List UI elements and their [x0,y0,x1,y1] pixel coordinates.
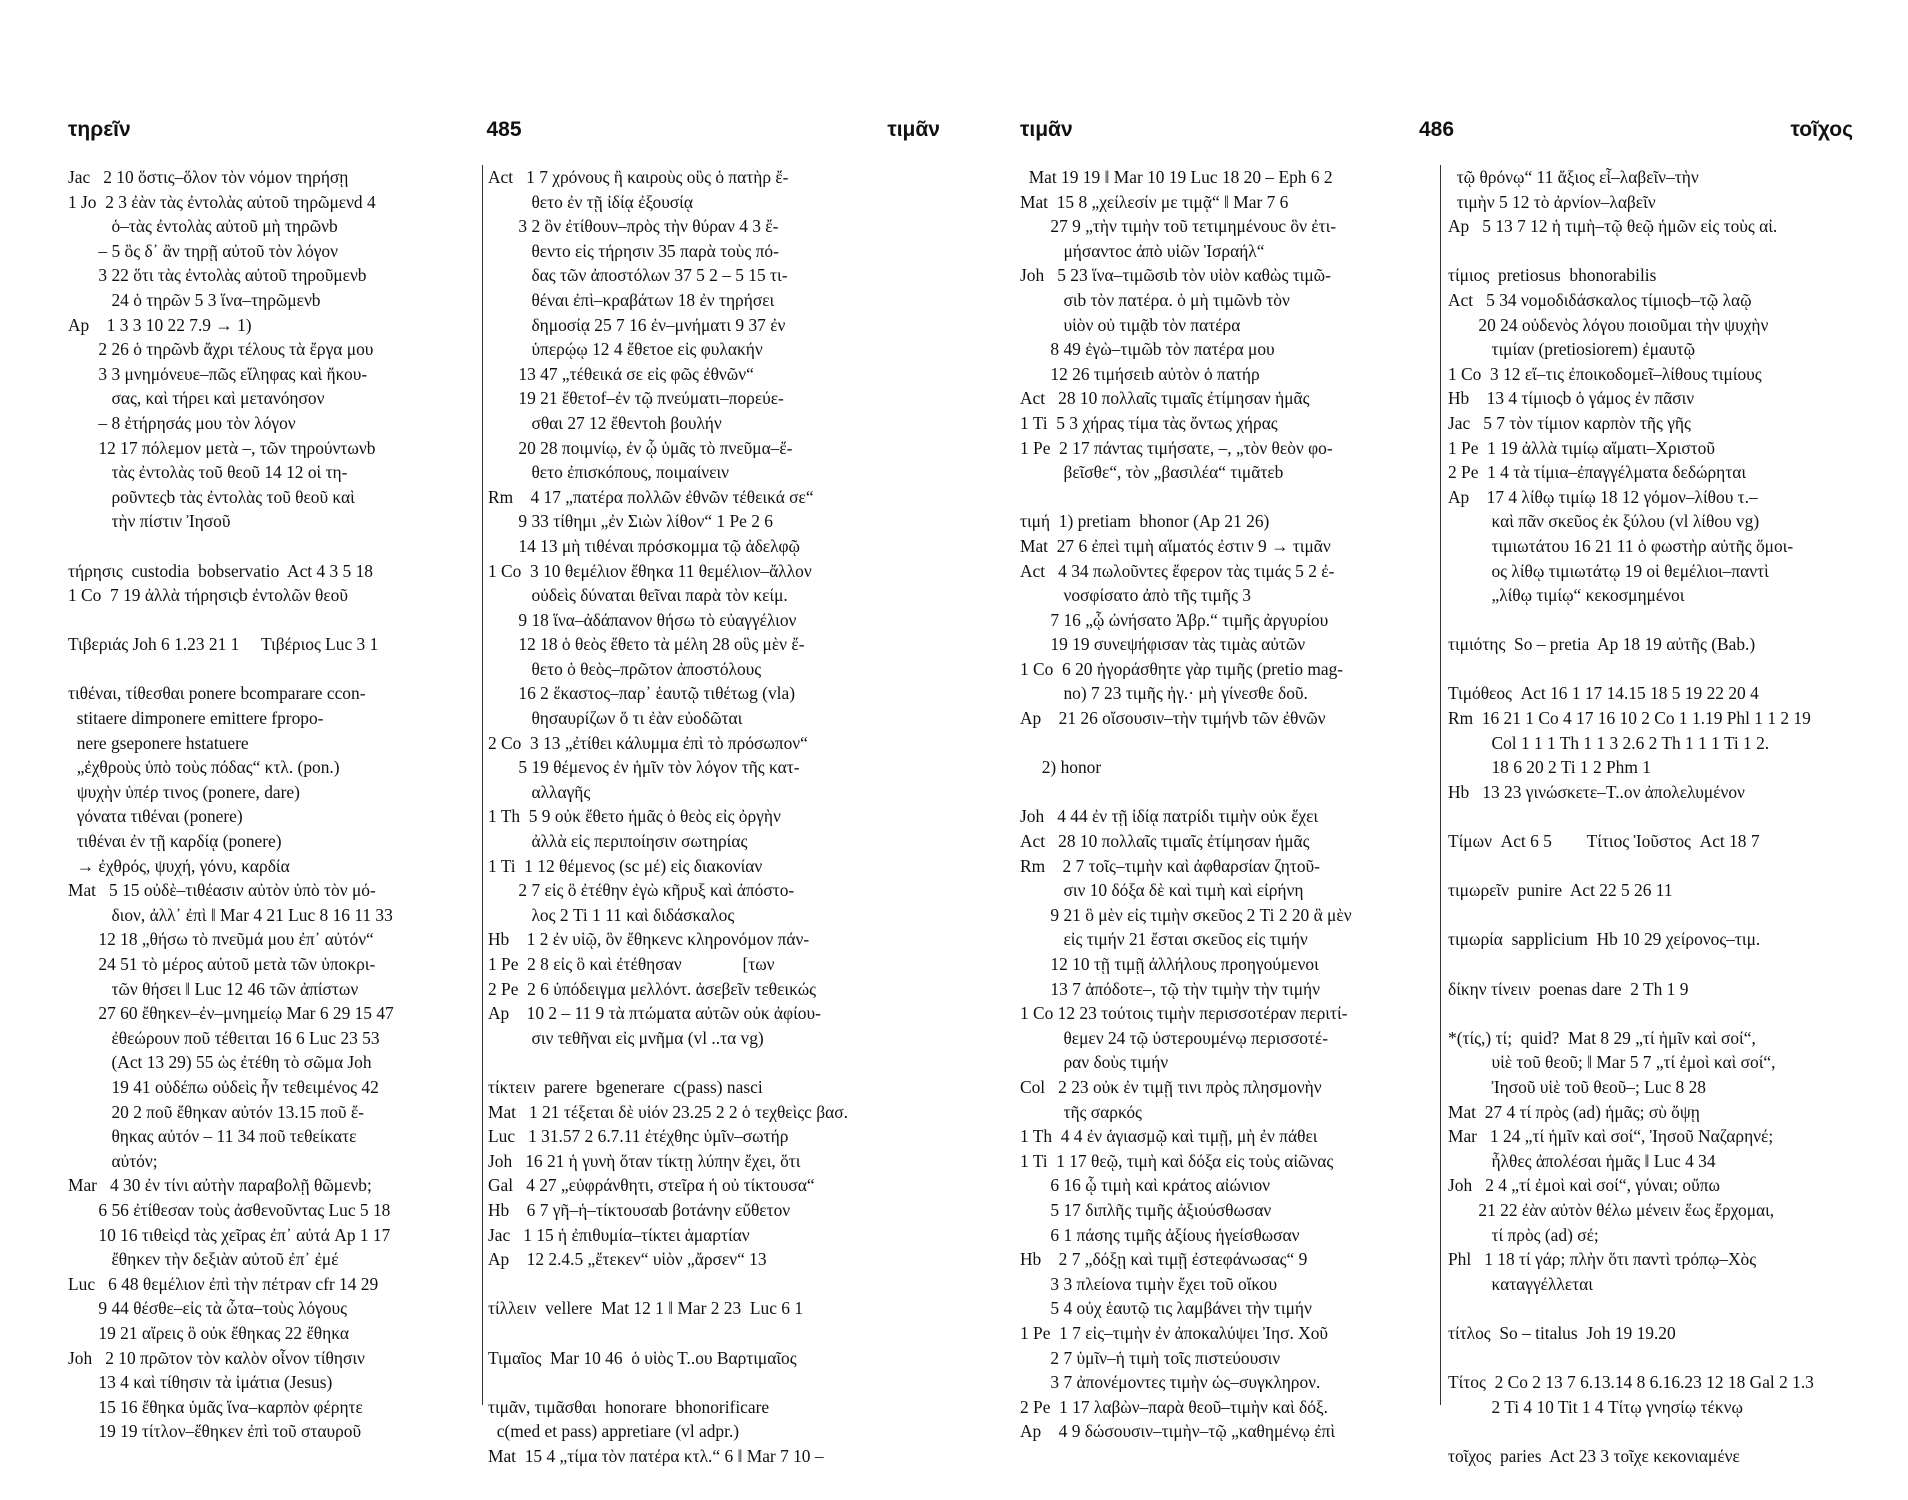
entry-line: τίτλος So – titalus Joh 19 19.20 [1448,1322,1676,1343]
entry-line: τιμιότης So – pretia Ap 18 19 αὐτῆς (Bab.) [1448,634,1756,655]
entry-line: 19 19 συνεψήφισαν τὰς τιμὰς αὐτῶν [1020,634,1306,655]
entry-line: 1 Ti 1 12 θέμενος (sc μέ) εἰς διακονίαν [488,855,763,876]
entry-line: 1 Ti 5 3 χήρας τίμα τὰς ὄντως χήρας [1020,412,1278,433]
entry-line: 6 56 ἐτίθεσαν τοὺς ἀσθενοῦντας Luc 5 18 [68,1199,391,1220]
entry-line: 1 Pe 1 7 εἰς–τιμὴν ἐν ἀποκαλύψει Ἰησ. Χοῦ [1020,1322,1329,1343]
entry-line: Joh 16 21 ἡ γυνὴ ὅταν τίκτῃ λύπην ἔχει, ὅτι [488,1150,801,1171]
entry-line: θετο ὁ θεὸς–πρῶτον ἀποστόλους [488,658,762,679]
entry-line: τῶν θήσει ‖ Luc 12 46 τῶν ἀπίστων [68,978,359,999]
entry-line: 15 16 ἔθηκα ὑμᾶς ἵνα–καρπὸν φέρητε [68,1396,363,1417]
entry-line: δημοσίᾳ 25 7 16 ἐν–μνήματι 9 37 ἐν [488,314,786,335]
entry-line: λος 2 Ti 1 11 καὶ διδάσκαλος [488,904,735,925]
entry-line: Ap 1 3 3 10 22 7.9 → 1) [68,314,252,335]
entry-line: 5 4 οὐχ ἑαυτῷ τις λαμβάνει τὴν τιμήν [1020,1298,1312,1319]
entry-line: 19 21 ἔθετοf–ἐν τῷ πνεύματι–πορεύε- [488,388,784,409]
entry-line: τοῖχος paries Act 23 3 τοῖχε κεκονιαμένε [1448,1445,1740,1466]
column-3 [1020,165,1432,1442]
entry-line [68,534,476,559]
entry-line: 12 26 τιμήσειb αὐτὸν ὁ πατήρ [1020,363,1260,384]
entry-line: 24 51 τὸ μέρος αὐτοῦ μετὰ τῶν ὑποκρι- [68,954,376,974]
entry-line: Mat 1 21 τέξεται δὲ υἱόν 23.25 2 2 ὁ τεχθεὶςc βασ. [488,1101,848,1122]
entry-line: 2 7 εἰς ὃ ἐτέθην ἐγὼ κῆρυξ καὶ ἀπόστο- [488,880,795,901]
entry-line: σιb τὸν πατέρα. ὁ μὴ τιμῶνb τὸν [1020,289,1290,310]
entry-line: 19 21 αἴρεις ὃ οὐκ ἔθηκας 22 ἔθηκα [68,1322,349,1343]
entry-line: 12 10 τῇ τιμῇ ἀλλήλους προηγούμενοι [1020,954,1319,974]
entry-line: τιμᾶν, τιμᾶσθαι honorare bhonorificare [488,1396,770,1417]
entry-line: τὴν πίστιν Ἰησοῦ [68,511,231,532]
entry-line: ἦλθες ἀπολέσαι ἡμᾶς ‖ Luc 4 34 [1448,1150,1716,1171]
entry-line [1448,903,1868,928]
entry-line: θεντο εἰς τήρησιν 35 παρὰ τοὺς πό- [488,240,779,261]
entry-line [1448,1296,1868,1321]
entry-line: Rm 4 17 „πατέρα πολλῶν ἐθνῶν τέθεικά σε“ [488,486,814,507]
entry-line: τιμή 1) pretiam bhonor (Ap 21 26) [1020,511,1270,532]
entry-line: 1 Jo 2 3 ἐὰν τὰς ἐντολὰς αὐτοῦ τηρῶμενd 4 [68,191,376,212]
entry-line: τήρησις custodia bobservatio Act 4 3 5 18 [68,560,373,581]
entry-line: 1 Th 5 9 οὐκ ἔθετο ἡμᾶς ὁ θεὸς εἰς ὀργὴν [488,806,781,827]
entry-line: ροῦντεςb τὰς ἐντολὰς τοῦ θεοῦ καὶ [68,486,355,507]
entry-line: Phl 1 18 τί γάρ; πλὴν ὅτι παντὶ τρόπῳ–Χὸς [1448,1249,1757,1270]
entry-line: τιμιωτάτου 16 21 11 ὁ φωστὴρ αὐτῆς ὅμοι- [1448,535,1794,556]
entry-line: δας τῶν ἀποστόλων 37 5 2 – 5 15 τι- [488,265,788,286]
entry-line [68,657,476,682]
entry-line: Jac 1 15 ἡ ἐπιθυμία–τίκτει ἁμαρτίαν [488,1224,750,1245]
entry-line: ἐθεώρουν ποῦ τέθειται 16 6 Luc 23 53 [68,1027,380,1048]
entry-line: Hb 13 23 γινώσκετε–Τ..ον ἀπολελυμένον [1448,781,1745,802]
entry-line: οὐδεὶς δύναται θεῖναι παρὰ τὸν κείμ. [488,585,788,606]
entry-line: 2 26 ὁ τηρῶνb ἄχρι τέλους τὰ ἔργα μου [68,339,374,360]
entry-line: – 8 ἐτήρησάς μου τὸν λόγον [68,412,296,433]
entry-line: – 5 ὃς δ᾽ ἂν τηρῇ αὐτοῦ τὸν λόγον [68,240,338,261]
entry-line: 24 ὁ τηρῶν 5 3 ἵνα–τηρῶμενb [68,289,321,310]
entry-line: σθαι 27 12 ἔθεντοh βουλήν [488,412,722,433]
entry-line: 20 2 ποῦ ἔθηκαν αὐτόν 13.15 ποῦ ἔ- [68,1101,364,1122]
entry-line: 2 Pe 1 17 λαβὼν–παρὰ θεοῦ–τιμὴν καὶ δόξ. [1020,1396,1329,1417]
entry-line: 1 Co 3 10 θεμέλιον ἔθηκα 11 θεμέλιον–ἄλλον [488,560,812,581]
entry-line: Rm 2 7 τοῖς–τιμὴν καὶ ἀφθαρσίαν ζητοῦ- [1020,855,1320,876]
entry-line: 1 Th 4 4 ἐν ἁγιασμῷ καὶ τιμῇ, μὴ ἐν πάθει [1020,1126,1318,1147]
entry-line: 9 33 τίθημι „ἐν Σιὼν λίθον“ 1 Pe 2 6 [488,511,773,532]
column-2 [488,165,900,1466]
entry-line: Ap 17 4 λίθῳ τιμίῳ 18 12 γόμον–λίθου τ.– [1448,486,1758,507]
right-page-number: 486 [1418,118,1455,141]
entry-line: Ap 4 9 δώσουσιν–τιμὴν–τῷ „καθημένῳ ἐπὶ [1020,1421,1336,1442]
entry-line: τῷ θρόνῳ“ 11 ἄξιος εἶ–λαβεῖν–τὴν [1448,167,1699,187]
entry-line: γόνατα τιθέναι (ponere) [68,806,243,827]
entry-line: Ap 21 26 οἴσουσιν–τὴν τιμήνb τῶν ἐθνῶν [1020,708,1326,729]
entry-line: Col 2 23 οὐκ ἐν τιμῇ τινι πρὸς πλησμονὴν [1020,1076,1322,1097]
entry-line: 3 7 ἀπονέμοντες τιμὴν ὡς–συγκληρον. [1020,1372,1321,1393]
right-running-head [1020,118,1853,148]
entry-line: Jac 2 10 ὅστις–ὅλον τὸν νόμον τηρήσῃ [68,167,349,187]
entry-line [488,1321,900,1346]
entry-line: καταγγέλλεται [1448,1273,1593,1294]
entry-line: Act 4 34 πωλοῦντες ἔφερον τὰς τιμάς 5 2 ἐ- [1020,560,1335,581]
entry-line: *(τίς,) τί; quid? Mat 8 29 „τί ἡμῖν καὶ σοί“, [1448,1027,1756,1048]
column-1 [68,165,476,1442]
entry-line [1448,1001,1868,1026]
left-head-end: τιμᾶν [887,118,940,141]
entry-line: Joh 2 10 πρῶτον τὸν καλὸν οἶνον τίθησιν [68,1347,365,1368]
entry-line: 5 17 διπλῆς τιμῆς ἀξιούσθωσαν [1020,1199,1272,1220]
column-divider [1440,165,1441,1405]
entry-line: 12 18 „θήσω τὸ πνεῦμά μου ἐπ᾽ αὐτόν“ [68,929,374,950]
entry-line: 13 7 ἀπόδοτε–, τῷ τὴν τιμὴν τὴν τιμήν [1020,978,1320,999]
entry-line: θησαυρίζων ὅ τι ἐὰν εὐοδῶται [488,708,743,729]
entry-line: nere gseponere hstatuere [68,732,249,753]
entry-line: τὰς ἐντολὰς τοῦ θεοῦ 14 12 οἱ τη- [68,462,348,483]
entry-line: θετο ἐν τῇ ἰδίᾳ ἐξουσίᾳ [488,191,693,212]
entry-line [488,1050,900,1075]
entry-line: θετο ἐπισκόπους, ποιμαίνειν [488,462,729,483]
entry-line: stitaere dimponere emittere fpropo- [68,708,324,729]
entry-line: τιμωρεῖν punire Act 22 5 26 11 [1448,880,1673,901]
right-head-end: τοῖχος [1790,118,1853,141]
entry-line: Ap 10 2 – 11 9 τὰ πτώματα αὐτῶν οὐκ ἀφίου- [488,1003,821,1024]
entry-line: 27 60 ἔθηκεν–ἐν–μνημείῳ Mar 6 29 15 47 [68,1003,394,1024]
entry-line: τιμωρία sapplicium Hb 10 29 χείρονος–τιμ. [1448,929,1761,950]
entry-line [1448,854,1868,879]
entry-line: Mar 1 24 „τί ἡμῖν καὶ σοί“, Ἰησοῦ Ναζαρηνέ; [1448,1126,1774,1147]
entry-line: 16 2 ἕκαστος–παρ᾽ ἑαυτῷ τιθέτωg (vla) [488,683,796,704]
entry-line: Mat 15 4 „τίμα τὸν πατέρα κτλ.“ 6 ‖ Mar 7 10 – [488,1445,824,1466]
entry-line: ος λίθῳ τιμιωτάτῳ 19 οἱ θεμέλιοι–παντὶ [1448,560,1769,581]
entry-line: 19 41 οὐδέπω οὐδεὶς ἦν τεθειμένος 42 [68,1076,379,1097]
column-divider [482,165,483,1405]
entry-line: Ap 5 13 7 12 ἡ τιμὴ–τῷ θεῷ ἡμῶν εἰς τοὺς αἰ. [1448,216,1778,237]
entry-line [1448,952,1868,977]
entry-line: 1 Ti 1 17 θεῷ, τιμὴ καὶ δόξα εἰς τοὺς αἰῶνας [1020,1150,1334,1171]
entry-line: 3 2 ὃν ἐτίθουν–πρὸς τὴν θύραν 4 3 ἔ- [488,216,779,237]
entry-line [68,608,476,633]
entry-line: καὶ πᾶν σκεῦος ἐκ ξύλου (vl λίθου vg) [1448,511,1760,532]
entry-line: Act 1 7 χρόνους ἢ καιροὺς οὓς ὁ πατὴρ ἔ- [488,167,789,187]
entry-line [1448,1419,1868,1444]
entry-line: 8 49 ἐγὼ–τιμῶb τὸν πατέρα μου [1020,339,1275,360]
entry-line: σιν 10 δόξα δὲ καὶ τιμὴ καὶ εἰρήνη [1020,880,1304,901]
entry-line: Col 1 1 1 Th 1 1 3 2.6 2 Th 1 1 1 Ti 1 2. [1448,732,1770,753]
entry-line: Mat 27 6 ἐπεὶ τιμὴ αἵματός ἐστιν 9 → τιμᾶν [1020,535,1331,556]
entry-line: ὁ–τὰς ἐντολὰς αὐτοῦ μὴ τηρῶνb [68,216,338,237]
entry-line: ψυχὴν ὑπέρ τινος (ponere, dare) [68,781,300,802]
entry-line: 6 16 ᾧ τιμὴ καὶ κράτος αἰώνιον [1020,1175,1270,1196]
entry-line: Τιμόθεος Act 16 1 17 14.15 18 5 19 22 20 4 [1448,683,1759,704]
entry-line: θέναι ἐπὶ–κραβάτων 18 ἐν τηρήσει [488,289,775,310]
entry-line: 1 Pe 1 19 ἀλλὰ τιμίῳ αἵματι–Χριστοῦ [1448,437,1715,458]
entry-line [1448,1346,1868,1371]
entry-line: 1 Co 7 19 ἀλλὰ τήρησιςb ἐντολῶν θεοῦ [68,585,348,606]
entry-line: 9 18 ἵνα–ἀδάπανον θήσω τὸ εὐαγγέλιον [488,609,797,630]
entry-line [1448,239,1868,264]
entry-line: νοσφίσατο ἀπὸ τῆς τιμῆς 3 [1020,585,1251,606]
entry-line: Joh 4 44 ἐν τῇ ἰδίᾳ πατρίδι τιμὴν οὐκ ἔχει [1020,806,1319,827]
entry-line: 6 1 πάσης τιμῆς ἀξίους ἡγείσθωσαν [1020,1224,1300,1245]
entry-line: τῆς σαρκός [1020,1101,1142,1122]
entry-line: 9 21 ὃ μὲν εἰς τιμὴν σκεῦος 2 Ti 2 20 ἃ μὲν [1020,904,1352,925]
entry-line: 7 16 „ᾧ ὠνήσατο Ἀβρ.“ τιμῆς ἀργυρίου [1020,609,1329,630]
entry-line: 1 Co 6 20 ἠγοράσθητε γὰρ τιμῆς (pretio mag- [1020,658,1344,679]
entry-line: δίκην τίνειν poenas dare 2 Th 1 9 [1448,978,1689,999]
left-page-number: 485 [486,118,522,141]
entry-line: Ἰησοῦ υἱὲ τοῦ θεοῦ–; Luc 8 28 [1448,1076,1706,1097]
entry-line [488,1370,900,1395]
entry-line: 3 3 πλείονα τιμὴν ἔχει τοῦ οἴκου [1020,1273,1278,1294]
entry-line: μήσαντοc ἀπὸ υἱῶν Ἰσραήλ“ [1020,240,1265,261]
left-running-head [68,118,940,148]
entry-line: υἱὲ τοῦ θεοῦ; ‖ Mar 5 7 „τί ἐμοὶ καὶ σοί“, [1448,1052,1776,1073]
entry-line: → ἐχθρός, ψυχή, γόνυ, καρδία [68,855,290,876]
entry-line [1020,485,1432,510]
entry-line: Mat 5 15 οὐδὲ–τιθέασιν αὐτὸν ὑπὸ τὸν μό- [68,880,376,901]
entry-line: Act 28 10 πολλαῖς τιμαῖς ἐτίμησαν ἡμᾶς [1020,831,1310,852]
entry-line: 12 18 ὁ θεὸς ἔθετο τὰ μέλη 28 οὓς μὲν ἔ- [488,634,805,655]
entry-line [1020,780,1432,805]
entry-line [488,1272,900,1297]
entry-line: τιμίαν (pretiosiorem) ἐμαυτῷ [1448,339,1696,360]
entry-line: 13 4 καὶ τίθησιν τὰ ἱμάτια (Jesus) [68,1372,333,1393]
entry-line: 2 Co 3 13 „ἐτίθει κάλυμμα ἐπὶ τὸ πρόσωπον“ [488,732,808,753]
entry-line: σας, καὶ τήρει καὶ μετανόησον [68,388,325,409]
entry-line: 13 47 „τέθεικά σε εἰς φῶς ἐθνῶν“ [488,363,754,384]
entry-line: Joh 5 23 ἵνα–τιμῶσιb τὸν υἱὸν καθὼς τιμῶ- [1020,265,1331,286]
entry-line: Mat 19 19 ‖ Mar 10 19 Luc 18 20 – Eph 6 2 [1020,167,1333,187]
entry-line: υἱὸν οὐ τιμᾷb τὸν πατέρα [1020,314,1241,335]
entry-line: (Act 13 29) 55 ὡς ἐτέθη τὸ σῶμα Joh [68,1052,372,1073]
entry-line: 1 Pe 2 17 πάντας τιμήσατε, –, „τὸν θεὸν φο- [1020,437,1333,458]
entry-line: τιθέναι ἐν τῇ καρδίᾳ (ponere) [68,831,282,852]
entry-line: Act 5 34 νομοδιδάσκαλος τίμιοςb–τῷ λαῷ [1448,289,1752,310]
entry-line: αλλαγῆς [488,781,591,802]
entry-line: ἀλλὰ εἰς περιποίησιν σωτηρίας [488,831,748,852]
entry-line: διον, ἀλλ᾽ ἐπὶ ‖ Mar 4 21 Luc 8 16 11 33 [68,904,393,925]
entry-line: Joh 2 4 „τί ἐμοὶ καὶ σοί“, γύναι; οὔπω [1448,1175,1720,1196]
entry-line [1020,731,1432,756]
entry-line: Mat 15 8 „χείλεσίν με τιμᾷ“ ‖ Mar 7 6 [1020,191,1289,212]
entry-line: Jac 5 7 τὸν τίμιον καρπὸν τῆς γῆς [1448,412,1691,433]
entry-line: 27 9 „τὴν τιμὴν τοῦ τετιμημένουc ὃν ἐτι- [1020,216,1337,237]
entry-line: τίμιος pretiosus bhonorabilis [1448,265,1657,286]
entry-line [1448,804,1868,829]
entry-line: no) 7 23 τιμῆς ἠγ.· μὴ γίνεσθε δοῦ. [1020,683,1308,704]
entry-line: 20 24 οὐδενὸς λόγου ποιοῦμαι τὴν ψυχὴν [1448,314,1769,335]
entry-line: Gal 4 27 „εὐφράνθητι, στεῖρα ἡ οὐ τίκτουσα“ [488,1175,815,1196]
entry-line: Τίτος 2 Co 2 13 7 6.13.14 8 6.16.23 12 18 Gal 2 1.3 [1448,1372,1814,1393]
entry-line: 3 3 μνημόνευε–πῶς εἴληφας καὶ ἤκου- [68,363,368,384]
entry-line [1448,657,1868,682]
entry-line: ραν δοὺς τιμήν [1020,1052,1169,1073]
entry-line: 2 Pe 2 6 ὑπόδειγμα μελλόντ. ἀσεβεῖν τεθεικώς [488,978,817,999]
entry-line: ἔθηκεν τὴν δεξιὰν αὐτοῦ ἐπ᾽ ἐμέ [68,1249,339,1270]
entry-line: θηκας αὐτόν – 11 34 ποῦ τεθείκατε [68,1126,357,1147]
entry-line: c(med et pass) appretiare (vl adpr.) [488,1421,740,1442]
entry-line: Luc 6 48 θεμέλιον ἐπὶ τὴν πέτραν cfr 14 29 [68,1273,379,1294]
entry-line: Mat 27 4 τί πρὸς (ad) ἡμᾶς; σὺ ὄψῃ [1448,1101,1700,1122]
entry-line: 10 16 τιθεὶςd τὰς χεῖρας ἐπ᾽ αὐτά Ap 1 17 [68,1224,391,1245]
entry-line: 5 19 θέμενος ἐν ἡμῖν τὸν λόγον τῆς κατ- [488,757,800,778]
entry-line: τίκτειν parere bgenerare c(pass) nasci [488,1076,763,1097]
entry-line: Hb 13 4 τίμιοςb ὁ γάμος ἐν πᾶσιν [1448,388,1695,409]
column-4 [1448,165,1868,1466]
entry-line: Hb 6 7 γῆ–ἡ–τίκτουσαb βοτάνην εὔθετον [488,1199,791,1220]
entry-line: Hb 2 7 „δόξῃ καὶ τιμῇ ἐστεφάνωσας“ 9 [1020,1249,1308,1270]
entry-line: Τιβεριάς Joh 6 1.23 21 1 Τιβέριος Luc 3 1 [68,634,379,655]
entry-line: 1 Co 3 12 εἴ–τις ἐποικοδομεῖ–λίθους τιμίους [1448,363,1762,384]
entry-line: 14 13 μὴ τιθέναι πρόσκομμα τῷ ἀδελφῷ [488,535,800,556]
entry-line: 3 22 ὅτι τὰς ἐντολὰς αὐτοῦ τηροῦμενb [68,265,367,286]
entry-line: „λίθῳ τιμίῳ“ κεκοσμημένοι [1448,585,1685,606]
entry-line: θεμεν 24 τῷ ὑστερουμένῳ περισσοτέ- [1020,1027,1328,1048]
entry-line: τιθέναι, τίθεσθαι ponere bcomparare ccon- [68,683,366,704]
entry-line: τιμὴν 5 12 τὸ ἀρνίον–λαβεῖν [1448,191,1656,212]
right-head-word: τιμᾶν [1020,118,1073,141]
entry-line: Ap 12 2.4.5 „ἔτεκεν“ υἱὸν „ἄρσεν“ 13 [488,1249,767,1270]
entry-line: Τιμαῖος Mar 10 46 ὁ υἱὸς Τ..ου Βαρτιμαῖος [488,1347,797,1368]
left-head-word: τηρεῖν [68,118,131,141]
entry-line: 19 19 τίτλον–ἔθηκεν ἐπὶ τοῦ σταυροῦ [68,1421,362,1442]
entry-line: 9 44 θέσθε–εἰς τὰ ὦτα–τοὺς λόγους [68,1298,347,1319]
entry-line: Τίμων Act 6 5 Τίτιος Ἰοῦστος Act 18 7 [1448,831,1760,852]
entry-line: 12 17 πόλεμον μετὰ –, τῶν τηρούντωνb [68,437,376,458]
entry-line: 2) honor [1020,757,1102,778]
entry-line: 1 Pe 2 8 εἰς ὃ καὶ ἐτέθησαν [των [488,954,775,974]
entry-line: „ἐχθροὺς ὑπὸ τοὺς πόδας“ κτλ. (pon.) [68,757,340,778]
entry-line: τί πρὸς (ad) σέ; [1448,1224,1599,1245]
entry-line: ὑπερῴῳ 12 4 ἔθετοe εἰς φυλακήν [488,339,763,360]
entry-line: Luc 1 31.57 2 6.7.11 ἐτέχθηc ὑμῖν–σωτήρ [488,1126,789,1147]
entry-line: 2 Ti 4 10 Tit 1 4 Τίτῳ γνησίῳ τέκνῳ [1448,1396,1743,1417]
entry-line: αὐτόν; [68,1150,158,1171]
entry-line: Rm 16 21 1 Co 4 17 16 10 2 Co 1 1.19 Phl 1 1 2 19 [1448,708,1811,729]
entry-line: 2 Pe 1 4 τὰ τίμια–ἐπαγγέλματα δεδώρηται [1448,462,1747,483]
entry-line: 20 28 ποιμνίῳ, ἐν ᾧ ὑμᾶς τὸ πνεῦμα–ἔ- [488,437,793,458]
entry-line: σιν τεθῆναι εἰς μνῆμα (vl ..τα vg) [488,1027,764,1048]
entry-line: 2 7 ὑμῖν–ἡ τιμὴ τοῖς πιστεύουσιν [1020,1347,1281,1368]
entry-line: 18 6 20 2 Ti 1 2 Phm 1 [1448,757,1651,778]
entry-line: Act 28 10 πολλαῖς τιμαῖς ἐτίμησαν ἡμᾶς [1020,388,1310,409]
entry-line: 21 22 ἐὰν αὐτὸν θέλω μένειν ἕως ἔρχομαι, [1448,1199,1775,1220]
entry-line: βεῖσθε“, τὸν „βασιλέα“ τιμᾶτεb [1020,462,1284,483]
entry-line: εἰς τιμήν 21 ἔσται σκεῦος εἰς τιμήν [1020,929,1308,950]
entry-line: 1 Co 12 23 τούτοις τιμὴν περισσοτέραν περιτί- [1020,1003,1348,1024]
entry-line: τίλλειν vellere Mat 12 1 ‖ Mar 2 23 Luc 6 1 [488,1298,804,1319]
entry-line: Mar 4 30 ἐν τίνι αὐτὴν παραβολῇ θῶμενb; [68,1175,372,1196]
entry-line [1448,608,1868,633]
entry-line: Hb 1 2 ἐν υἱῷ, ὃν ἔθηκενc κληρονόμον πάν- [488,929,810,950]
